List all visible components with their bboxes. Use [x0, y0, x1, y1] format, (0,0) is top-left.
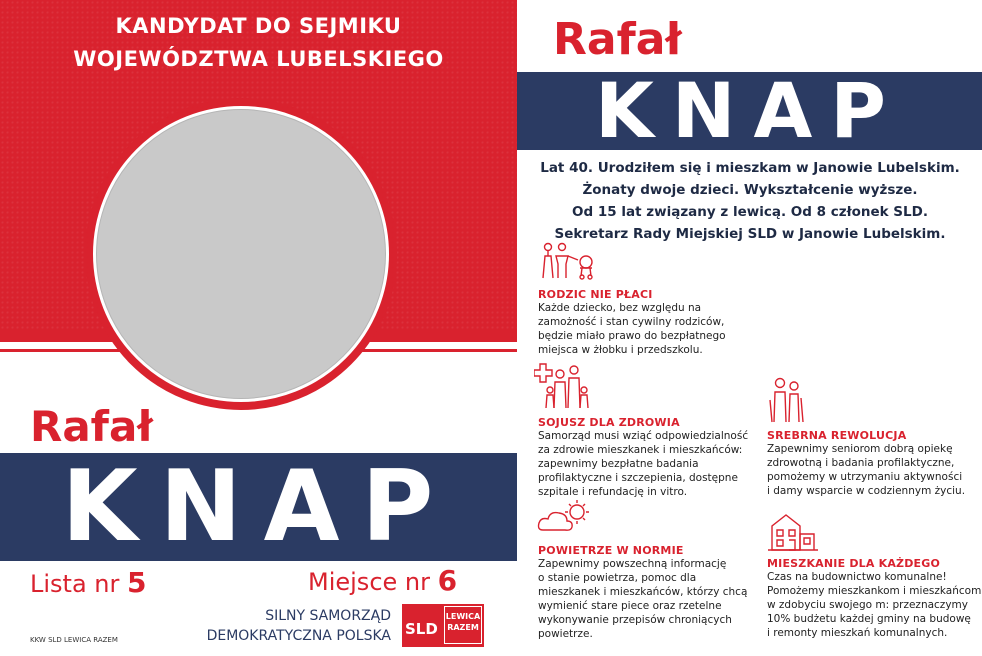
party-name [176, 606, 391, 646]
bio-line1: Lat 40. Urodziłem się i mieszkam w Janowie Lubelskim. [540, 160, 960, 176]
candidate-last-name-right: KNAP [594, 66, 905, 155]
bio-line4: Sekretarz Rady Miejskiej SLD w Janowie Lubelskim. [554, 226, 946, 242]
section-body-housing [767, 570, 981, 640]
candidate-first-name: Rafał [30, 402, 153, 451]
sld-logo-box-line1: LEWICA [445, 612, 481, 621]
section-line: Zapewnimy seniorom dobrą opiekę [767, 443, 953, 455]
section-body-parents [538, 301, 726, 357]
section-line: profilaktyczne i szczepienia, dostępne [538, 472, 738, 484]
header-title-line1: KANDYDAT DO SEJMIKU [115, 14, 402, 38]
sld-logo-text: SLD [405, 620, 438, 638]
sld-logo-box [444, 606, 482, 644]
section-title-housing: MIESZKANIE DLA KAŻDEGO [767, 557, 941, 570]
footer-note: KKW SLD LEWICA RAZEM [30, 636, 118, 644]
list-label: Lista nr [30, 570, 120, 598]
section-line: wykonywanie przepisów chroniących [538, 614, 732, 626]
section-line: 10% budżetu każdej gminy na budowę [767, 613, 971, 625]
section-line: wymienić stare piece oraz rzetelne [538, 600, 722, 612]
party-name-line1: SILNY SAMORZĄD [265, 608, 391, 624]
place-number [308, 564, 457, 597]
section-line: Każde dziecko, bez względu na [538, 302, 702, 314]
section-line: będzie miało prawo do bezpłatnego [538, 330, 726, 342]
section-line: Zapewnimy powszechną informację [538, 558, 727, 570]
section-line: Czas na budownictwo komunalne! [767, 571, 947, 583]
health-family-icon [534, 362, 590, 410]
section-body-air [538, 557, 747, 641]
section-line: mieszkanek i mieszkańców, którzy chcą [538, 586, 748, 598]
section-body-health [538, 429, 748, 499]
sld-logo-box-line2: RAZEM [447, 623, 479, 632]
bio-line3: Od 15 lat związany z lewicą. Od 8 członek SLD. [572, 204, 928, 220]
section-line: zamożność i stan cywilny rodziców, [538, 316, 725, 328]
section-line: Pomożemy mieszkankom i mieszkańcom [767, 585, 982, 597]
cloud-sun-icon [537, 498, 595, 534]
place-label: Miejsce nr [308, 568, 430, 596]
section-line: w zdobyciu swojego m: przeznaczymy [767, 599, 968, 611]
section-title-parents: RODZIC NIE PŁACI [538, 288, 653, 301]
section-line: Samorząd musi wziąć odpowiedzialność [538, 430, 749, 442]
place-number-value: 6 [437, 564, 458, 597]
section-line: zapewnimy bezpłatne badania [538, 458, 699, 470]
section-line: szpitale i refundację in vitro. [538, 486, 688, 498]
bio-line2: Żonaty dwoje dzieci. Wykształcenie wyższe. [582, 182, 918, 198]
section-line: i damy wsparcie w codziennym życiu. [767, 485, 966, 497]
section-line: o stanie powietrza, pomoc dla [538, 572, 697, 584]
seniors-icon [768, 376, 804, 424]
candidate-photo [96, 109, 386, 399]
list-number [30, 566, 147, 599]
candidate-bio [520, 157, 980, 245]
candidate-first-name-right: Rafał [553, 14, 682, 65]
section-title-health: SOJUSZ DLA ZDROWIA [538, 416, 680, 429]
header-title-line2: WOJEWÓDZTWA LUBELSKIEGO [73, 47, 444, 71]
section-body-seniors [767, 442, 965, 498]
house-icon [768, 512, 818, 552]
section-title-air: POWIETRZE W NORMIE [538, 544, 684, 557]
section-line: pomożemy w utrzymaniu aktywności [767, 471, 963, 483]
section-title-seniors: SREBRNA REWOLUCJA [767, 429, 907, 442]
section-line: za zdrowie mieszkanek i mieszkańców: [538, 444, 743, 456]
section-line: miejsca w żłobku i przedszkolu. [538, 344, 703, 356]
party-name-line2: DEMOKRATYCZNA POLSKA [206, 628, 391, 644]
section-line: i remonty mieszkań komunalnych. [767, 627, 948, 639]
candidate-last-name: KNAP [61, 450, 456, 564]
section-line: zdrowotną i badania profilaktyczne, [767, 457, 955, 469]
family-icon [540, 242, 596, 280]
list-number-value: 5 [127, 566, 147, 599]
section-line: powietrze. [538, 628, 593, 640]
